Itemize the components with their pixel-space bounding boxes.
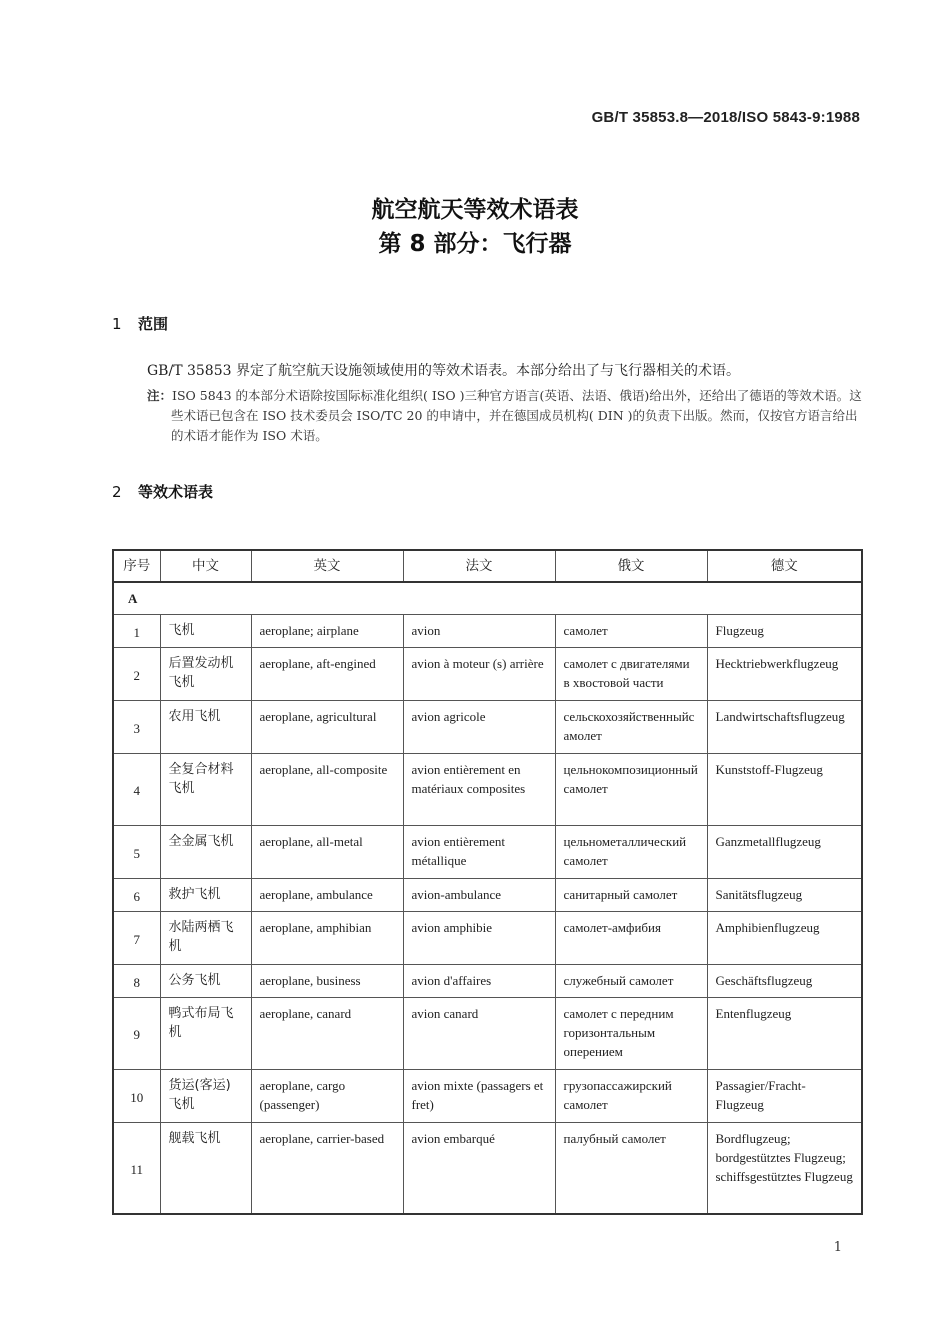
term-english: aeroplane, ambulance bbox=[251, 879, 403, 912]
term-russian: самолет с передним горизонтальным оперением bbox=[555, 998, 707, 1070]
term-russian: цельнометаллический самолет bbox=[555, 826, 707, 879]
group-row bbox=[113, 582, 862, 615]
header-german: 德文 bbox=[707, 550, 862, 582]
title-line-2: 第 8 部分：飞行器 bbox=[378, 231, 572, 257]
term-seq: 5 bbox=[113, 826, 160, 879]
term-chinese: 飞机 bbox=[160, 615, 251, 648]
term-english: aeroplane, all-metal bbox=[251, 826, 403, 879]
title-line-1: 航空航天等效术语表 bbox=[371, 197, 579, 223]
term-russian: грузопассажирский самолет bbox=[555, 1070, 707, 1123]
section-1-heading bbox=[112, 313, 168, 334]
scope-paragraph: GB/T 35853 界定了航空航天设施领域使用的等效术语表。本部分给出了与飞行器相关的术语。 bbox=[147, 363, 740, 379]
term-chinese: 全复合材料飞机 bbox=[160, 754, 251, 826]
term-french: avion entièrement métallique bbox=[403, 826, 555, 879]
term-french: avion embarqué bbox=[403, 1123, 555, 1215]
term-seq: 9 bbox=[113, 998, 160, 1070]
term-russian: сельскохозяйственныйсамолет bbox=[555, 701, 707, 754]
scope-note bbox=[147, 386, 862, 446]
table-row bbox=[113, 998, 862, 1070]
term-english: aeroplane, carrier-based bbox=[251, 1123, 403, 1215]
term-german: Sanitätsflugzeug bbox=[707, 879, 862, 912]
section-2-number: 2 bbox=[112, 483, 122, 501]
term-english: aeroplane, all-composite bbox=[251, 754, 403, 826]
term-seq: 4 bbox=[113, 754, 160, 826]
term-french: avion à moteur (s) arrière bbox=[403, 648, 555, 701]
term-seq: 8 bbox=[113, 965, 160, 998]
term-english: aeroplane; airplane bbox=[251, 615, 403, 648]
term-russian: цельнокомпозиционный самолет bbox=[555, 754, 707, 826]
term-english: aeroplane, canard bbox=[251, 998, 403, 1070]
term-chinese: 货运(客运)飞机 bbox=[160, 1070, 251, 1123]
term-seq: 2 bbox=[113, 648, 160, 701]
term-german: Entenflugzeug bbox=[707, 998, 862, 1070]
header-chinese: 中文 bbox=[160, 550, 251, 582]
term-french: avion entièrement en matériaux composites bbox=[403, 754, 555, 826]
term-french: avion-ambulance bbox=[403, 879, 555, 912]
term-seq: 6 bbox=[113, 879, 160, 912]
term-english: aeroplane, amphibian bbox=[251, 912, 403, 965]
term-french: avion mixte (passagers et fret) bbox=[403, 1070, 555, 1123]
term-french: avion bbox=[403, 615, 555, 648]
group-letter: A bbox=[113, 582, 862, 615]
term-russian: палубный самолет bbox=[555, 1123, 707, 1215]
term-chinese: 后置发动机飞机 bbox=[160, 648, 251, 701]
term-french: avion d'affaires bbox=[403, 965, 555, 998]
header-french: 法文 bbox=[403, 550, 555, 582]
term-seq: 10 bbox=[113, 1070, 160, 1123]
header-seq: 序号 bbox=[113, 550, 160, 582]
note-label: 注： bbox=[147, 388, 173, 403]
header-english: 英文 bbox=[251, 550, 403, 582]
term-russian: самолет bbox=[555, 615, 707, 648]
term-english: aeroplane, business bbox=[251, 965, 403, 998]
term-chinese: 全金属飞机 bbox=[160, 826, 251, 879]
table-row bbox=[113, 1070, 862, 1123]
table-row bbox=[113, 615, 862, 648]
table-row bbox=[113, 648, 862, 701]
table-row bbox=[113, 1123, 862, 1215]
term-french: avion amphibie bbox=[403, 912, 555, 965]
table-header-row bbox=[113, 550, 862, 582]
term-french: avion canard bbox=[403, 998, 555, 1070]
term-german: Landwirtschaftsflugzeug bbox=[707, 701, 862, 754]
page-number: 1 bbox=[833, 1240, 842, 1255]
section-2-title: 等效术语表 bbox=[138, 483, 214, 501]
term-german: Ganzmetallflugzeug bbox=[707, 826, 862, 879]
term-french: avion agricole bbox=[403, 701, 555, 754]
term-chinese: 鸭式布局飞机 bbox=[160, 998, 251, 1070]
term-german: Kunststoff-Flugzeug bbox=[707, 754, 862, 826]
section-2-heading bbox=[112, 481, 213, 502]
term-russian: служебный самолет bbox=[555, 965, 707, 998]
header-russian: 俄文 bbox=[555, 550, 707, 582]
document-title bbox=[0, 193, 950, 261]
table-row bbox=[113, 754, 862, 826]
term-german: Flugzeug bbox=[707, 615, 862, 648]
term-chinese: 水陆两栖飞机 bbox=[160, 912, 251, 965]
term-russian: самолет-амфибия bbox=[555, 912, 707, 965]
section-1-number: 1 bbox=[112, 315, 122, 333]
term-english: aeroplane, aft-engined bbox=[251, 648, 403, 701]
term-chinese: 公务飞机 bbox=[160, 965, 251, 998]
section-1-title: 范围 bbox=[138, 315, 169, 333]
term-german: Bordflugzeug; bordgestütztes Flugzeug; schiffsgestütztes Flugzeug bbox=[707, 1123, 862, 1215]
term-seq: 7 bbox=[113, 912, 160, 965]
term-english: aeroplane, agricultural bbox=[251, 701, 403, 754]
term-seq: 1 bbox=[113, 615, 160, 648]
term-seq: 3 bbox=[113, 701, 160, 754]
terms-table bbox=[112, 549, 863, 1215]
note-text: ISO 5843 的本部分术语除按国际标准化组织( ISO )三种官方语言(英语、法语、俄语)给出外，还给出了德语的等效术语。这些术语已包含在 ISO 技术委员会 ISO/TC 20 的申请中，并在德国成员机构( DIN )的负责下出版。然而，仅按官方语言给出的术语才能作为 ISO 术语。 bbox=[171, 388, 862, 443]
term-seq: 11 bbox=[113, 1123, 160, 1215]
term-german: Amphibienflugzeug bbox=[707, 912, 862, 965]
term-german: Geschäftsflugzeug bbox=[707, 965, 862, 998]
term-chinese: 农用飞机 bbox=[160, 701, 251, 754]
term-german: Passagier/Fracht-Flugzeug bbox=[707, 1070, 862, 1123]
standard-number: GB/T 35853.8—2018/ISO 5843-9:1988 bbox=[591, 109, 860, 126]
term-german: Hecktriebwerkflugzeug bbox=[707, 648, 862, 701]
term-russian: санитарный самолет bbox=[555, 879, 707, 912]
term-chinese: 舰载飞机 bbox=[160, 1123, 251, 1215]
term-english: aeroplane, cargo (passenger) bbox=[251, 1070, 403, 1123]
table-row bbox=[113, 965, 862, 998]
table-row bbox=[113, 826, 862, 879]
term-russian: самолет с двигателями в хвостовой части bbox=[555, 648, 707, 701]
term-chinese: 救护飞机 bbox=[160, 879, 251, 912]
table-row bbox=[113, 701, 862, 754]
table-row bbox=[113, 912, 862, 965]
table-row bbox=[113, 879, 862, 912]
